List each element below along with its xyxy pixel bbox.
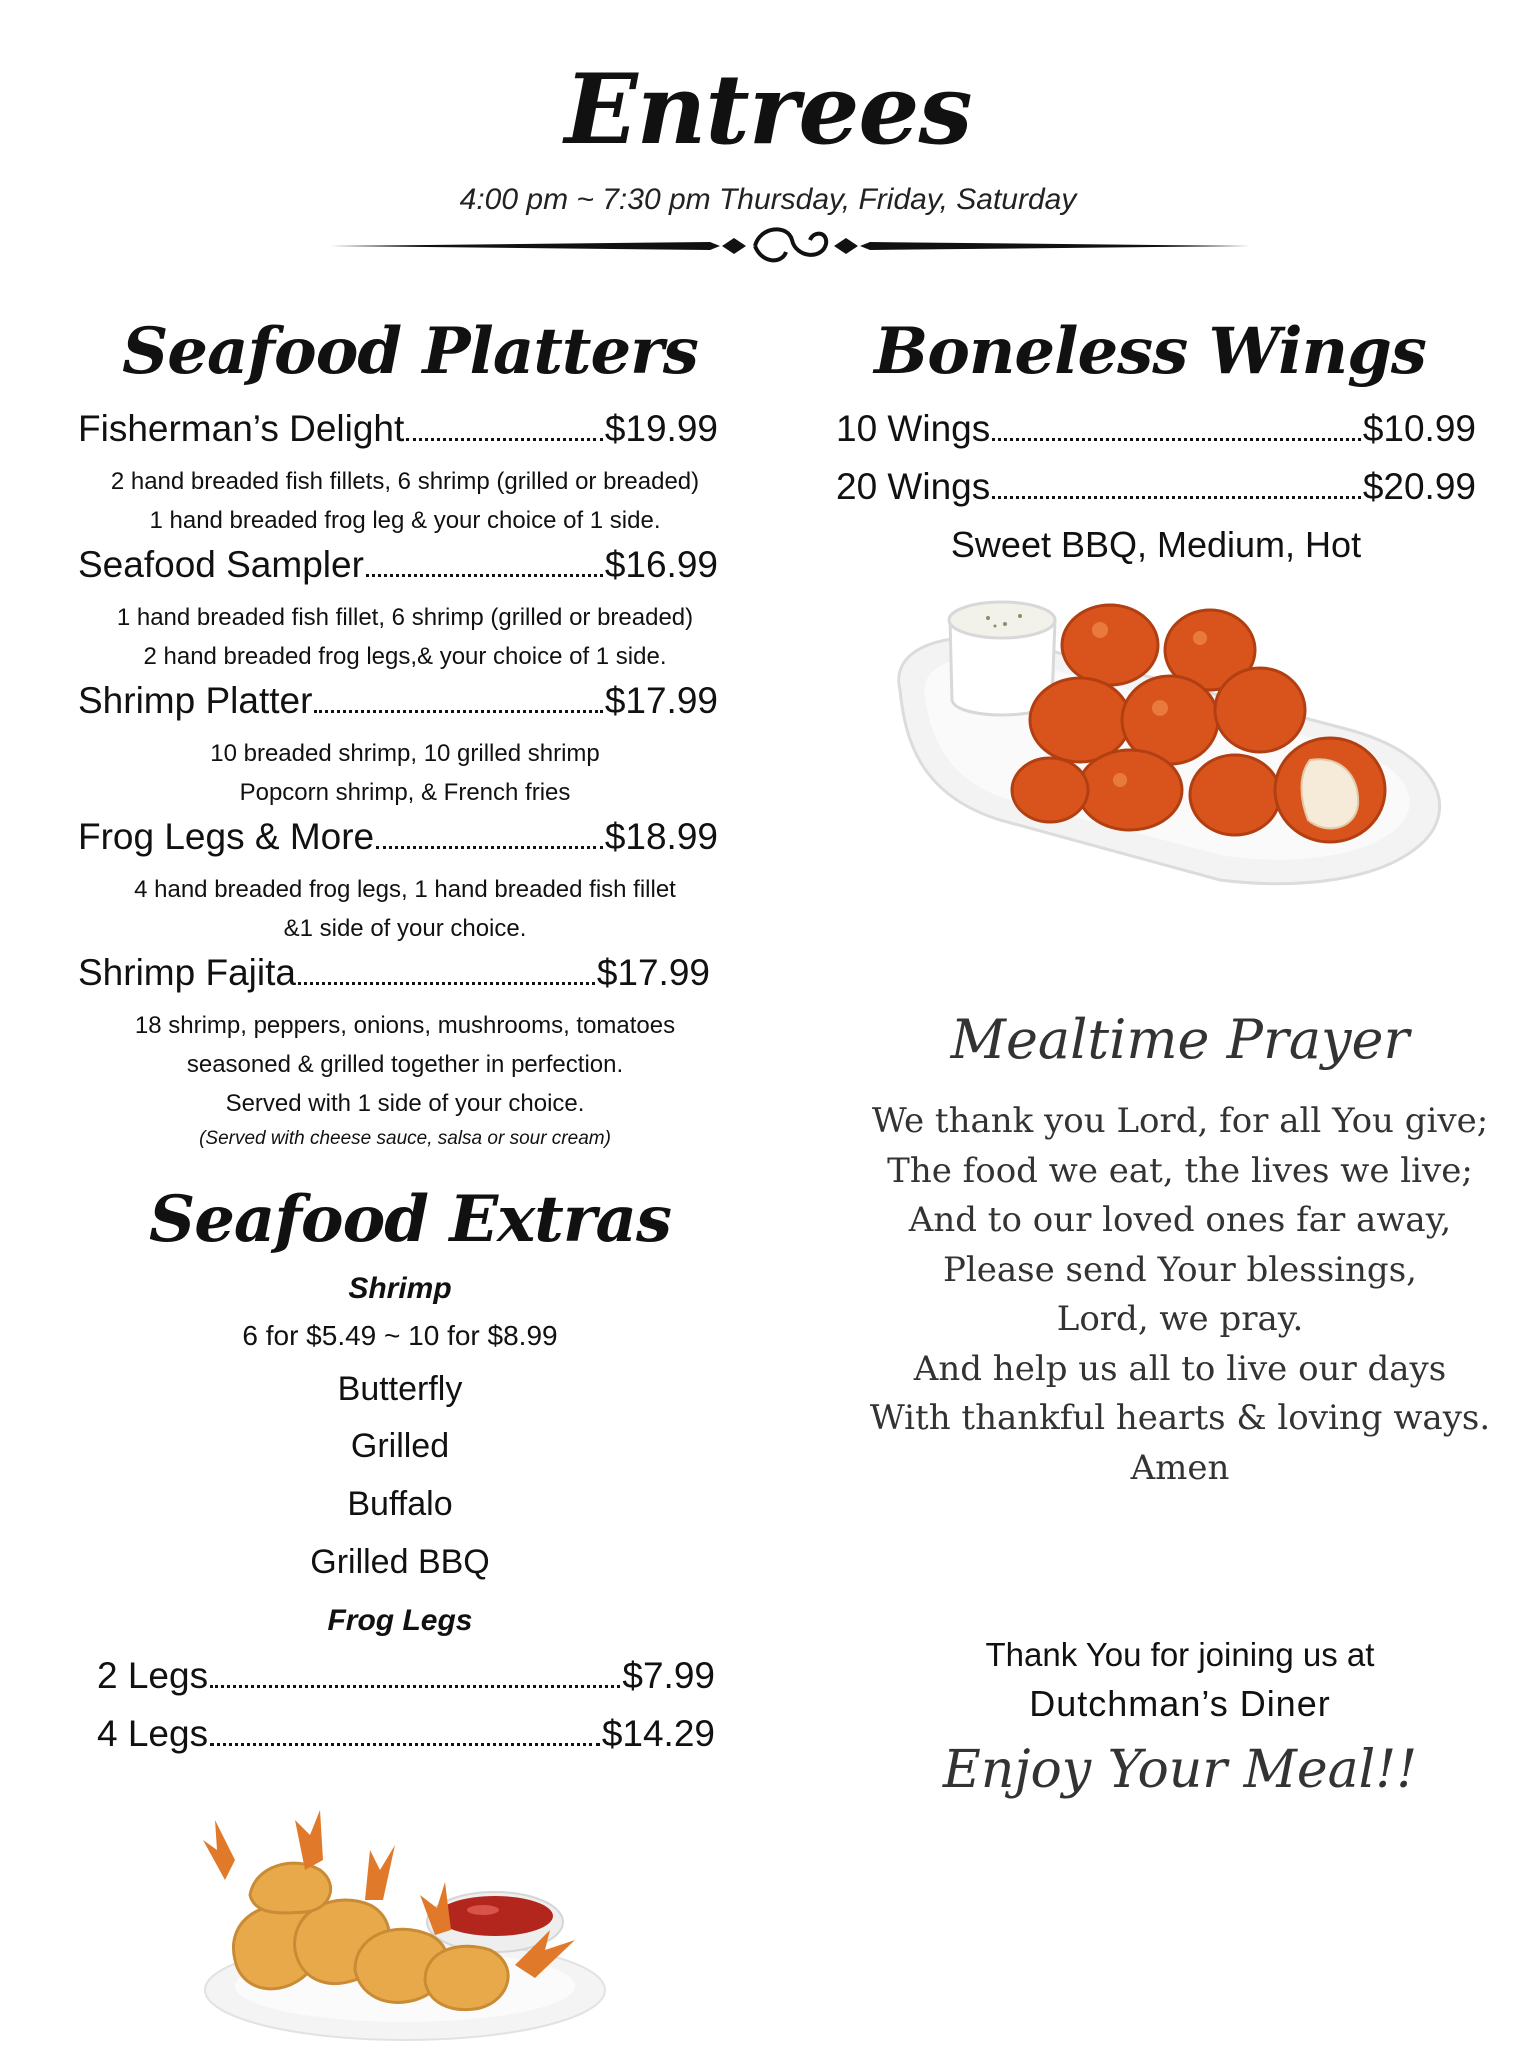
menu-item-10-wings [836, 406, 1476, 452]
prayer-line: We thank you Lord, for all You give; [871, 1101, 1489, 1141]
item-name: 4 Legs [97, 1713, 209, 1754]
item-price: $10.99 [1362, 408, 1476, 449]
menu-item-frog-legs-and-more [78, 814, 718, 860]
prayer-text [860, 1097, 1500, 1493]
thank-you-text: Thank You for joining us at [985, 1636, 1375, 1673]
menu-item-shrimp-fajita [78, 950, 710, 996]
description-line: seasoned & grilled together in perfection. [186, 1051, 624, 1078]
item-price: $14.29 [601, 1713, 715, 1754]
menu-item-fishermans-delight [78, 406, 718, 452]
prayer-line: The food we eat, the lives we live; [887, 1150, 1473, 1191]
item-price: $20.99 [1362, 466, 1476, 507]
leader-dots [210, 1685, 620, 1688]
frog-legs-subheading: Frog Legs [327, 1604, 473, 1637]
item-name: Seafood Sampler [78, 544, 364, 585]
boneless-wings-heading: Boneless Wings [874, 314, 1426, 389]
shrimp-style: Grilled BBQ [310, 1543, 490, 1581]
item-price: $16.99 [604, 544, 718, 585]
leader-dots [992, 438, 1361, 441]
description-line: 2 hand breaded frog legs,& your choice of 1 side. [143, 643, 667, 670]
leader-dots [298, 982, 595, 985]
description-line: &1 side of your choice. [283, 915, 527, 942]
description-line: Served with 1 side of your choice. [225, 1090, 585, 1117]
description-line: 18 shrimp, peppers, onions, mushrooms, tomatoes [134, 1012, 676, 1039]
item-name: Shrimp Platter [78, 680, 313, 721]
ornamental-divider [330, 218, 1250, 274]
prayer-line: Amen [1130, 1447, 1230, 1488]
prayer-line: Lord, we pray. [1056, 1299, 1304, 1339]
description-line: 10 breaded shrimp, 10 grilled shrimp [210, 740, 600, 767]
leader-dots [366, 574, 603, 577]
item-price: $17.99 [596, 952, 710, 993]
prayer-line: Please send Your blessings, [943, 1249, 1417, 1290]
item-price: $17.99 [604, 680, 718, 721]
shrimp-style: Grilled [350, 1427, 450, 1465]
leader-dots [210, 1743, 600, 1746]
prayer-line: With thankful hearts & loving ways. [869, 1398, 1491, 1438]
item-price: $18.99 [604, 816, 718, 857]
shrimp-style: Buffalo [347, 1485, 453, 1523]
fried-shrimp-plate-image [195, 1800, 615, 2045]
menu-item-2-legs [97, 1653, 715, 1699]
prayer-line: And help us all to live our days [913, 1348, 1447, 1389]
leader-dots [314, 710, 602, 713]
boneless-wings-plate-image [880, 590, 1455, 900]
enjoy-your-meal: Enjoy Your Meal!! [942, 1740, 1418, 1800]
item-name: 20 Wings [836, 466, 991, 507]
item-description [60, 870, 750, 948]
item-description [60, 1006, 750, 1123]
description-line: 1 hand breaded frog leg & your choice of 1 side. [149, 507, 661, 534]
item-name: Shrimp Fajita [78, 952, 296, 993]
leader-dots [992, 496, 1361, 499]
item-price: $19.99 [604, 408, 718, 449]
shrimp-style: Butterfly [337, 1370, 463, 1408]
prayer-line: And to our loved ones far away, [908, 1200, 1452, 1240]
item-description [60, 462, 750, 540]
item-price: $7.99 [622, 1655, 715, 1696]
item-name: Fisherman’s Delight [78, 408, 405, 449]
prayer-heading: Mealtime Prayer [950, 1008, 1410, 1071]
leader-dots [406, 438, 603, 441]
page-title: Entrees [564, 53, 972, 166]
item-name: Frog Legs & More [78, 816, 375, 857]
item-description [60, 734, 750, 812]
wing-flavors: Sweet BBQ, Medium, Hot [950, 524, 1362, 565]
description-line: 2 hand breaded fish fillets, 6 shrimp (grilled or breaded) [110, 468, 700, 495]
description-line: Popcorn shrimp, & French fries [239, 779, 571, 806]
shrimp-subheading: Shrimp [348, 1272, 452, 1305]
seafood-platters-heading: Seafood Platters [122, 314, 698, 389]
seafood-extras-heading: Seafood Extras [148, 1182, 672, 1257]
fajita-serving-note: (Served with cheese sauce, salsa or sour cream) [199, 1128, 611, 1149]
menu-item-4-legs [97, 1711, 715, 1757]
description-line: 1 hand breaded fish fillet, 6 shrimp (grilled or breaded) [116, 604, 694, 631]
serving-hours: 4:00 pm ~ 7:30 pm Thursday, Friday, Saturday [459, 183, 1077, 216]
description-line: 4 hand breaded frog legs, 1 hand breaded fish fillet [134, 876, 676, 903]
menu-item-seafood-sampler [78, 542, 718, 588]
menu-item-shrimp-platter [78, 678, 718, 724]
menu-item-20-wings [836, 464, 1476, 510]
item-name: 10 Wings [836, 408, 991, 449]
item-description [60, 598, 750, 676]
leader-dots [376, 846, 603, 849]
item-name: 2 Legs [97, 1655, 209, 1696]
shrimp-prices: 6 for $5.49 ~ 10 for $8.99 [242, 1320, 558, 1351]
restaurant-name: Dutchman’s Diner [1029, 1683, 1331, 1724]
